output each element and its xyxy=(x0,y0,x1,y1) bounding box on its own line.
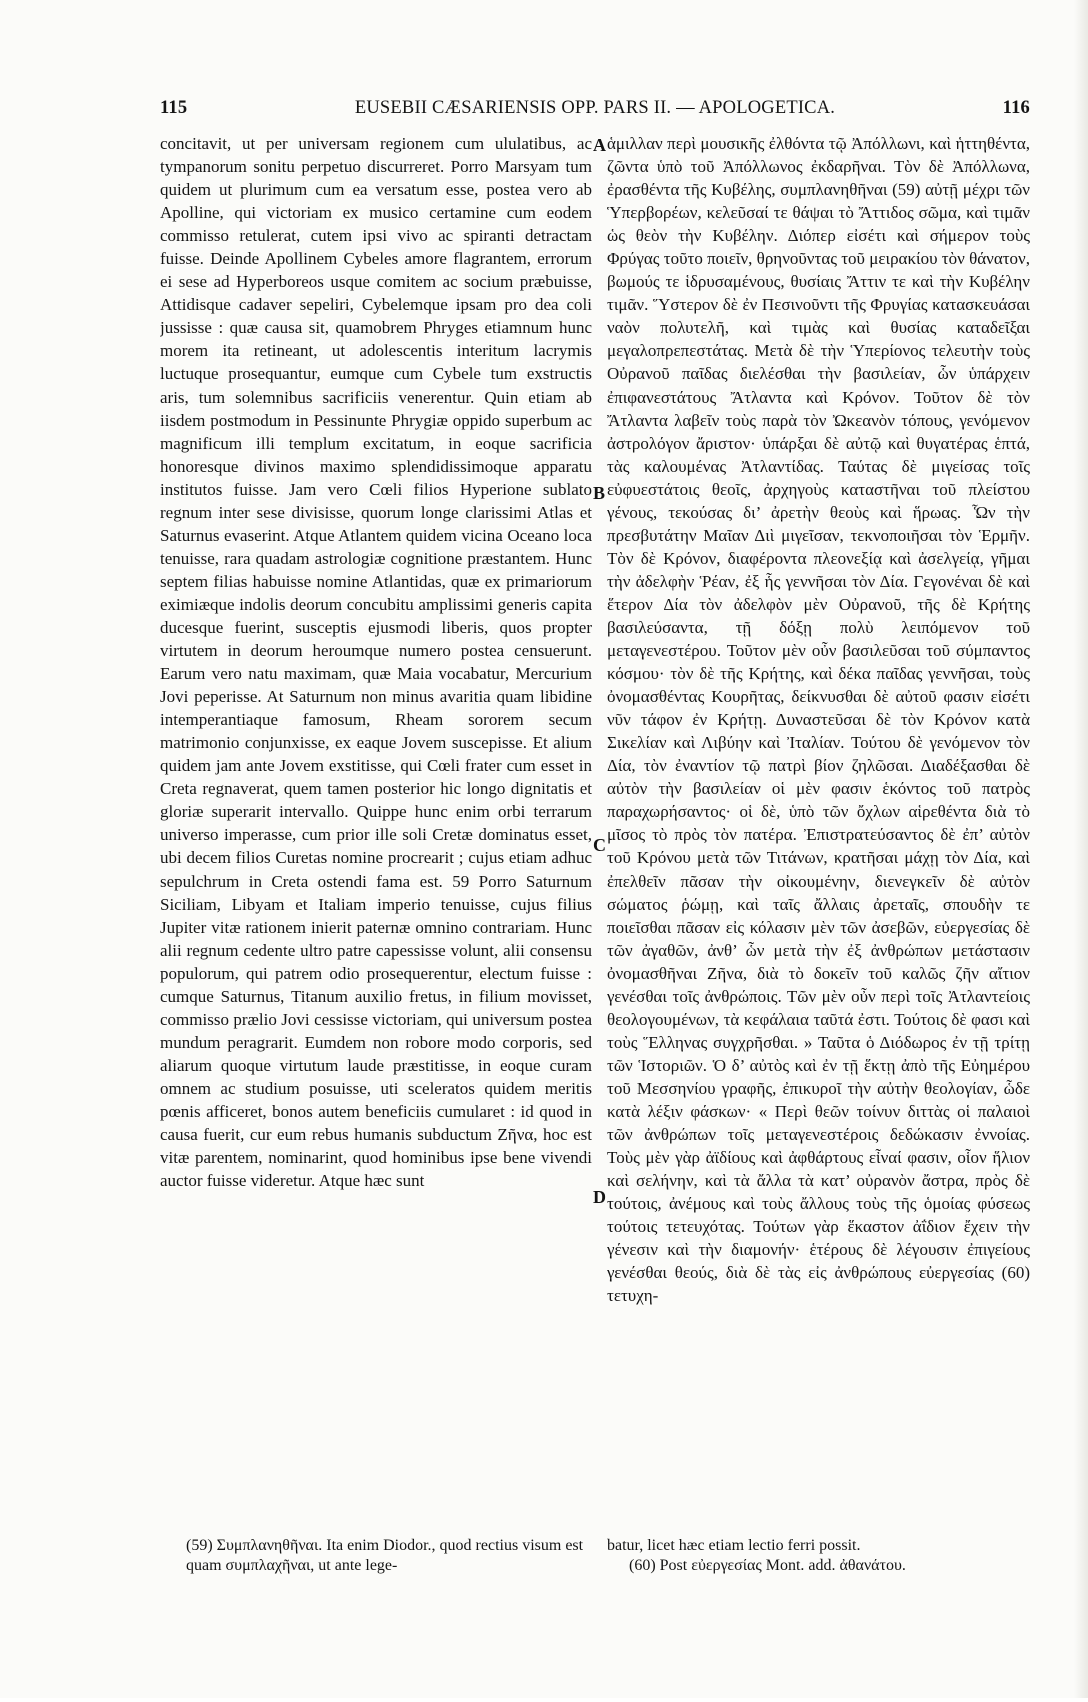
page-header xyxy=(160,98,1030,124)
latin-column xyxy=(160,132,592,1702)
footnote-60: (60) Post εὐεργεσίας Mont. add. ἀθανάτου. xyxy=(629,1557,906,1574)
page-number-right: 116 xyxy=(1002,98,1030,118)
latin-text: concitavit, ut per universam regionem cum ululatibus, ac tympanorum sonitu perpetuo discurreret. Porro Marsyam tum quidem ut plurimum cum ea versatum esse, postea vero ab Apolline, qui victoriam ex musico certamine cum eodem commisso retulerat, cutem ipsi vivo ac spiranti detractam fuisse. Deinde Apollinem Cybeles amore flagrantem, errorum ei sese ad Hyperboreos usque comitem ac socium præbuisse, Attidisque cadaver sepeliri, Cybelemque ipsam pro dea coli jussisse : quæ causa sit, quamobrem Phryges etiamnum hunc morem ita retineant, ut adolescentis interitum lacrymis luctuque prosequantur, eumque cum Cybele tum exstructis aris, tum solemnibus sacrificiis venerentur. Quin etiam ab iisdem postmodum in Pessinunte Phrygiæ oppido superbum ac magnificum illi templum excitatum, in eoque sacrificia honoresque divinos maximo splendidissimoque apparatu institutos fuisse. Jam vero Cœli filios Hyperione sublato regnum inter sese divisisse, quorum longe clarissimi Atlas et Saturnus evaserint. Atque Atlantem quidem vicina Oceano loca tenuisse, rara quadam astrologiæ cognitione præstantem. Hunc septem filias habuisse nomine Atlantidas, quæ ex primariorum eximiæque indolis deorum concubitu amplissimi generis capita ducesque fuerint, susceptis ejusmodi liberis, quos propter virtutem in deorum heroumque numero postea censuerunt. Earum vero natu maximam, quæ Maia vocabatur, Mercurium Jovi peperisse. At Saturnum non minus avaritia quam libidine intemperantiaque famosum, Rheam sororem secum matrimonio conjunxisse, ex eaque Jovem suscepisse. Et alium quidem jam ante Jovem exstitisse, qui Cœli frater cum esset in Creta regnaverat, quem tamen posterior hic longo dignitatis et gloriæ superarit intervallo. Quippe hunc enim orbi terrarum universo imperasse, cum prior ille soli Cretæ dominatus esset, ubi decem filios Curetas nomine procrearit ; cujus etiam adhuc sepulchrum in Creta ostendi fama est. 59 Porro Saturnum Siciliam, Libyam et Italiam imperio tenuisse, cujus filius Jupiter vitæ rationem inierit paternæ omnino contrariam. Hunc alii regnum cedente ultro patre capessisse volunt, alii consensu populorum, qui patrem odio prosequerentur, electum fuisse : cumque Saturnus, Titanum auxilio fretus, in filium movisset, commisso prælio Jovi cessisse victoriam, qui universum postea mundum peragrarit. Eumdem non robore modo corporis, sed aliarum quoque virtutum laude præstitisse, in eoque curam omnem ac studium posuisse, uti sceleratos quidem meritis pœnis afficeret, bonos autem beneficiis cumularet : id quod in causa fuerit, cur eum rebus humanis subductum Ζῆνα, hoc est vitæ parentem, nominarint, quod hominibus ipse bene vivendi auctor fuisse videretur. Atque hæc sunt xyxy=(160,134,592,1191)
footnote-59 xyxy=(186,1536,591,1576)
section-marker-b: B xyxy=(593,483,606,503)
section-marker-c: C xyxy=(593,835,606,855)
section-marker-a: A xyxy=(593,135,606,155)
footnotes-right xyxy=(607,1536,1030,1576)
scan-edge-shadow xyxy=(1074,0,1088,1698)
running-title: EUSEBII CÆSARIENSIS OPP. PARS II. — APOLOGETICA. xyxy=(354,98,836,118)
page-number-left: 115 xyxy=(160,98,188,118)
greek-column xyxy=(607,132,1030,1702)
footnote-59-continuation: batur, licet hæc etiam lectio ferri possit. xyxy=(607,1537,861,1554)
section-marker-d: D xyxy=(593,1187,606,1207)
footnote-59-text: (59) Συμπλανηθῆναι. Ita enim Diodor., quod rectius visum est quam συμπλαχῆναι, ut ante lege- xyxy=(186,1537,584,1574)
greek-text: ἁμιλλαν περὶ μουσικῆς ἐλθόντα τῷ Ἀπόλλωνι, καὶ ἡττηθέντα, ζῶντα ὑπὸ τοῦ Ἀπόλλωνος ἐκδαρῆναι. Τὸν δὲ Ἀπόλλωνα, ἐρασθέντα τῆς Κυβέλης, συμπλανηθῆναι (59) αὐτῇ μέχρι τῶν Ὑπερβορέων, κελεῦσαί τε θάψαι τὸ Ἄττιδος σῶμα, καὶ τιμᾶν ὡς θεὸν τὴν Κυβέλην. Διόπερ εἰσέτι καὶ σήμερον τοὺς Φρύγας τοῦτο ποιεῖν, θρηνοῦντας τοῦ μειρακίου τὸν θάνατον, βωμούς τε ἱδρυσαμένους, θυσίαις Ἄττιν τε καὶ τὴν Κυβέλην τιμᾶν. Ὕστερον δὲ ἐν Πεσινοῦντι τῆς Φρυγίας κατασκευάσαι ναὸν πολυτελῆ, καὶ τιμὰς καὶ θυσίας καταδεῖξαι μεγαλοπρεπεστάτας. Μετὰ δὲ τὴν Ὑπερίονος τελευτὴν τοὺς Οὐρανοῦ παῖδας διελέσθαι τὴν βασιλείαν, ὧν ὑπάρχειν ἐπιφανεστάτους Ἄτλαντα καὶ Κρόνον. Τοῦτον δὲ τὸν Ἄτλαντα λαβεῖν τοὺς παρὰ τὸν Ὠκεανὸν τόπους, γενόμενον ἀστρολόγον ἄριστον· ὑπάρξαι δὲ αὐτῷ καὶ θυγατέρας ἑπτά, τὰς καλουμένας Ἀτλαντίδας. Ταύτας δὲ μιγείσας τοῖς εὐφυεστάτοις θεοῖς, ἀρχηγοὺς καταστῆναι τοῦ πλείστου γένους, τεκούσας δι’ ἀρετὴν θεοὺς καὶ ἥρωας. Ὧν τὴν πρεσβυτάτην Μαῖαν Διὶ μιγεῖσαν, τεκνοποιῆσαι τὸν Ἑρμῆν. Τὸν δὲ Κρόνον, διαφέροντα πλεονεξίᾳ καὶ ἀσελγείᾳ, γῆμαι τὴν ἀδελφὴν Ῥέαν, ἐξ ἧς γεννῆσαι τὸν Δία. Γεγονέναι δὲ καὶ ἕτερον Δία τὸν ἀδελφὸν μὲν Οὐρανοῦ, τῆς δὲ Κρήτης βασιλεύσαντα, τῇ δόξῃ πολὺ λειπόμενον τοῦ μεταγενεστέρου. Τοῦτον μὲν οὖν βασιλεῦσαι τοῦ σύμπαντος κόσμου· τὸν δὲ τῆς Κρήτης, καὶ δέκα παῖδας γεννῆσαι, τοὺς ὀνομασθέντας Κουρῆτας, δείκνυσθαι δὲ αὐτοῦ φασιν εἰσέτι νῦν τάφον ἐν Κρήτῃ. Δυναστεῦσαι δὲ τὸν Κρόνον κατὰ Σικελίαν καὶ Λιβύην καὶ Ἰταλίαν. Τούτου δὲ γενόμενον τὸν Δία, τὸν ἐναντίον τῷ πατρὶ βίον ζηλῶσαι. Διαδέξασθαι δὲ αὐτὸν τὴν βασιλείαν οἱ μὲν φασιν ἑκόντος τοῦ πατρὸς παραχωρήσαντος· οἱ δὲ, ὑπὸ τῶν ὄχλων αἱρεθέντα διὰ τὸ μῖσος τὸ πρὸς τὸν πατέρα. Ἐπιστρατεύσαντος δὲ ἐπ’ αὐτὸν τοῦ Κρόνου μετὰ τῶν Τιτάνων, κρατῆσαι μάχῃ τὸν Δία, καὶ ἐπελθεῖν πᾶσαν τὴν οἰκουμένην, διενεγκεῖν δὲ αὐτὸν σώματος ῥώμῃ, καὶ ταῖς ἄλλαις ἀρεταῖς, σπουδὴν τε ποιεῖσθαι πᾶσαν εἰς κόλασιν μὲν τῶν ἀσεβῶν, εὐεργεσίας δὲ τῶν ἀγαθῶν, ἀνθ’ ὧν μετὰ τὴν ἐξ ἀνθρώπων μετάστασιν ὀνομασθῆναι Ζῆνα, διὰ τὸ δοκεῖν τοῦ καλῶς ζῆν αἴτιον γενέσθαι τοῖς ἀνθρώποις. Τῶν μὲν οὖν περὶ τοῖς Ἀτλαντείοις θεολογουμένων, τὰ κεφάλαια ταῦτά ἐστι. Τούτοις δὲ φασι καὶ τοὺς Ἕλληνας συγχρῆσθαι. » Ταῦτα ὁ Διόδωρος ἐν τῇ τρίτῃ τῶν Ἱστοριῶν. Ὁ δ’ αὐτὸς καὶ ἐν τῇ ἕκτῃ ἀπὸ τῆς Εὐημέρου τοῦ Μεσσηνίου γραφῆς, ἐπικυροῖ τὴν αὐτὴν θεολογίαν, ὧδε κατὰ λέξιν φάσκων· « Περὶ θεῶν τοίνυν διττὰς οἱ παλαιοὶ τῶν ἀνθρώπων τοῖς μεταγενεστέροις δεδώκασιν ἐννοίας. Τοὺς μὲν γὰρ ἀϊδίους καὶ ἀφθάρτους εἶναί φασιν, οἷον ἥλιον καὶ σελήνην, καὶ τὰ ἄλλα τὰ κατ’ οὐρανὸν ἄστρα, πρὸς δὲ τούτοις, ἀνέμους καὶ τοὺς ἄλλους τοὺς τῆς ὁμοίας φύσεως τούτοις τετευχότας. Τούτων γὰρ ἕκαστον ἀΐδιον ἔχειν τὴν γένεσιν καὶ τὴν διαμονήν· ἑτέρους δὲ λέγουσιν ἐπιγείους γενέσθαι θεούς, διὰ δὲ τὰς εἰς ἀνθρώπους εὐεργεσίας (60) τετυχη- xyxy=(607,134,1030,1306)
